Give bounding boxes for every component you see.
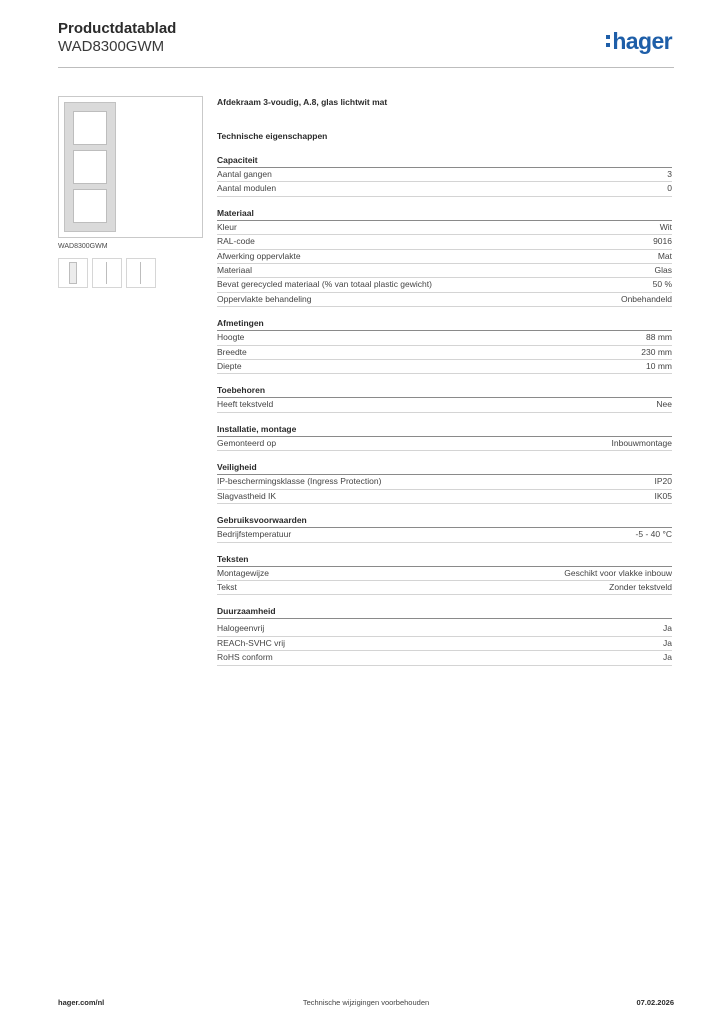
frame-side-icon	[106, 262, 107, 284]
spec-label: Afwerking oppervlakte	[217, 250, 301, 261]
product-description: Afdekraam 3-voudig, A.8, glas lichtwit mat	[217, 97, 388, 107]
cover-frame-drawing	[64, 102, 116, 232]
spec-value: IP20	[654, 476, 672, 487]
spec-value: 9016	[653, 236, 672, 247]
footer-website[interactable]: hager.com/nl	[58, 998, 105, 1007]
spec-row	[217, 360, 672, 374]
spec-label: Kleur	[217, 221, 237, 232]
thumbnail-side-2[interactable]	[126, 258, 156, 288]
tech-heading: Technische eigenschappen	[217, 131, 328, 141]
spec-label: Halogeenvrij	[217, 623, 265, 634]
product-media	[58, 96, 203, 288]
frame-opening	[73, 111, 107, 145]
section-title: Duurzaamheid	[217, 606, 672, 619]
spec-value: 3	[667, 169, 672, 179]
spec-row	[217, 264, 672, 278]
frame-front-icon	[69, 262, 77, 284]
spec-value: Nee	[656, 399, 672, 410]
spec-label: Heeft tekstveld	[217, 399, 274, 410]
spec-label: Oppervlakte behandeling	[217, 293, 312, 304]
spec-section	[217, 208, 672, 307]
spec-label: Hoogte	[217, 332, 245, 343]
spec-row	[217, 398, 672, 412]
logo-text: hager	[612, 27, 672, 54]
spec-label: Aantal modulen	[217, 183, 277, 194]
spec-row	[217, 346, 672, 360]
spec-label: Slagvastheid IK	[217, 490, 277, 501]
spec-row	[217, 250, 672, 264]
spec-value: Ja	[663, 637, 672, 648]
footer-disclaimer: Technische wijzigingen voorbehouden	[302, 998, 430, 1007]
spec-row	[217, 622, 672, 636]
spec-label: REACh-SVHC vrij	[217, 637, 286, 648]
section-title: Afmetingen	[217, 318, 672, 331]
section-title: Toebehoren	[217, 385, 672, 398]
spec-row	[217, 475, 672, 489]
hager-logo	[606, 26, 672, 56]
spec-row	[217, 567, 672, 581]
spec-label: RAL-code	[217, 236, 255, 247]
spec-row	[217, 331, 672, 345]
section-title: Materiaal	[217, 208, 672, 221]
spec-row	[217, 235, 672, 249]
spec-section	[217, 606, 672, 665]
spec-label: Aantal gangen	[217, 169, 272, 179]
spec-value: 10 mm	[646, 361, 672, 372]
product-image	[58, 96, 203, 238]
spec-value: Wit	[659, 221, 672, 232]
spec-section	[217, 318, 672, 374]
spec-value: Inbouwmontage	[611, 437, 672, 448]
spec-row	[217, 490, 672, 504]
spec-label: Diepte	[217, 361, 242, 372]
spec-row	[217, 293, 672, 307]
spec-row	[217, 581, 672, 595]
specifications	[217, 96, 672, 677]
spec-value: IK05	[654, 490, 672, 501]
spec-value: 0	[667, 183, 672, 194]
spec-section	[217, 462, 672, 504]
product-code: WAD8300GWM	[58, 38, 165, 55]
spec-value: Geschikt voor vlakke inbouw	[564, 567, 672, 578]
spec-label: Bedrijfstemperatuur	[217, 529, 292, 540]
logo-dots-icon	[606, 35, 610, 47]
image-caption: WAD8300GWM	[58, 243, 108, 250]
spec-value: Glas	[654, 265, 672, 276]
spec-value: -5 - 40 °C	[635, 529, 672, 540]
spec-value: Mat	[657, 250, 672, 261]
spec-label: RoHS conform	[217, 652, 273, 663]
spec-label: Gemonteerd op	[217, 437, 277, 448]
spec-value: Ja	[663, 652, 672, 663]
section-title: Capaciteit	[217, 155, 672, 168]
section-title: Installatie, montage	[217, 424, 672, 437]
spec-section	[217, 515, 672, 542]
spec-value: 50 %	[652, 279, 672, 290]
section-title: Veiligheid	[217, 462, 672, 475]
spec-row	[217, 182, 672, 196]
spec-value: 88 mm	[646, 332, 672, 343]
spec-value: 230 mm	[641, 346, 672, 357]
spec-row	[217, 528, 672, 542]
spec-row	[217, 651, 672, 665]
frame-opening	[73, 150, 107, 184]
thumbnail-side[interactable]	[92, 258, 122, 288]
spec-section	[217, 424, 672, 451]
section-title: Teksten	[217, 554, 672, 567]
spec-label: Tekst	[217, 581, 237, 592]
spec-label: Breedte	[217, 346, 247, 357]
spec-label: Bevat gerecycled materiaal (% van totaal plastic gewicht)	[217, 279, 432, 290]
spec-label: Materiaal	[217, 265, 252, 276]
header-divider	[58, 67, 674, 68]
spec-value: Ja	[663, 623, 672, 634]
spec-sections	[217, 155, 672, 666]
document-title: Productdatablad	[58, 20, 177, 37]
section-title: Gebruiksvoorwaarden	[217, 515, 672, 528]
frame-opening	[73, 189, 107, 223]
spec-row	[217, 221, 672, 235]
frame-side-icon	[140, 262, 141, 284]
spec-value: Onbehandeld	[620, 293, 672, 304]
spec-row	[217, 637, 672, 651]
spec-label: Montagewijze	[217, 567, 269, 578]
footer-date: 07.02.2026	[636, 998, 674, 1007]
spec-value: Zonder tekstveld	[609, 581, 672, 592]
spec-row	[217, 437, 672, 451]
spec-section	[217, 385, 672, 412]
spec-label: IP-beschermingsklasse (Ingress Protection)	[217, 476, 382, 487]
thumbnail-front[interactable]	[58, 258, 88, 288]
page-header	[58, 20, 674, 56]
spec-row	[217, 168, 672, 182]
spec-section	[217, 554, 672, 596]
spec-row	[217, 278, 672, 292]
spec-section	[217, 155, 672, 197]
thumbnail-strip	[58, 258, 203, 288]
